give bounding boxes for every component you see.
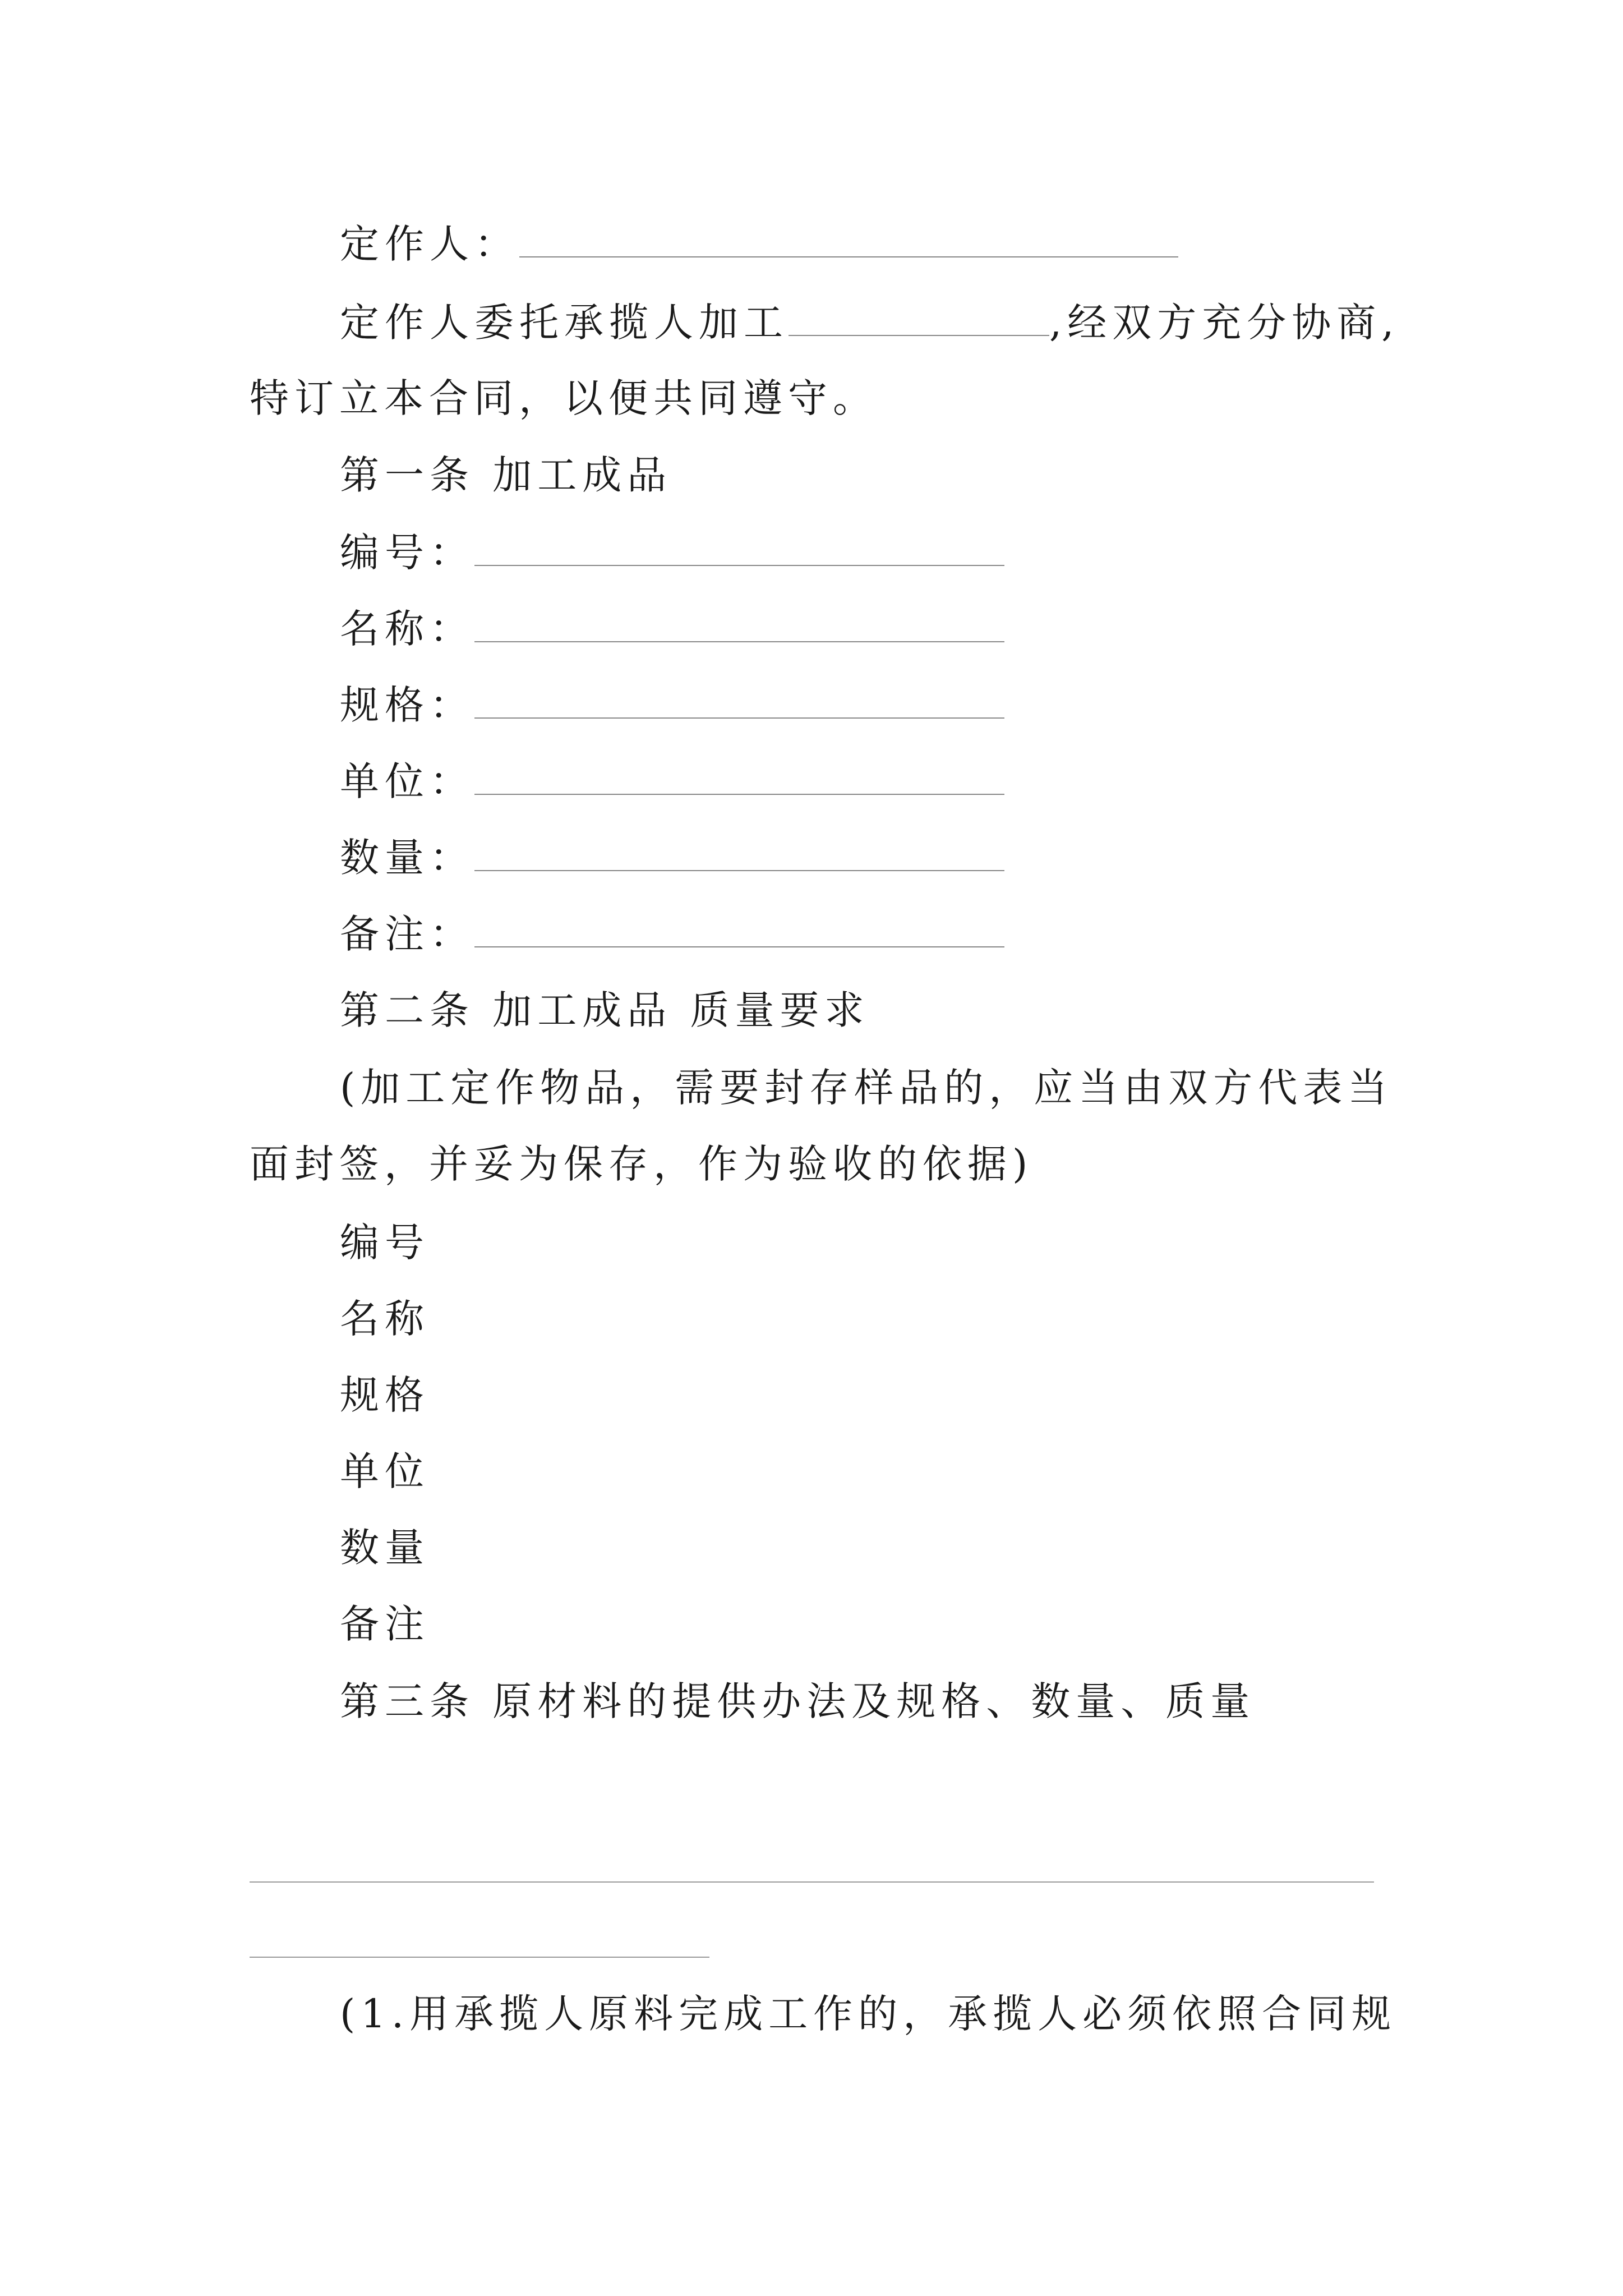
field-label: 规格： — [340, 682, 474, 728]
intro-line-2: 特订立本合同，以便共同遵守。 — [250, 375, 878, 421]
article1-field-name — [340, 606, 1004, 652]
article2-item-number: 编号 — [340, 1220, 430, 1266]
article2-item-quantity: 数量 — [340, 1525, 430, 1571]
article2-note-line-1: (加工定作物品，需要封存样品的，应当由双方代表当 — [340, 1065, 1393, 1111]
article1-title: 第一条 加工成品 — [340, 452, 672, 498]
party-blank — [519, 256, 1178, 257]
field-blank — [474, 946, 1004, 947]
field-blank — [474, 564, 1004, 566]
article1-field-quantity — [340, 835, 1004, 881]
party-label: 定作人： — [340, 221, 519, 267]
article2-item-remarks: 备注 — [340, 1601, 430, 1647]
article3-note-line-1: (1.用承揽人原料完成工作的，承揽人必须依照合同规 — [340, 1991, 1397, 2037]
field-blank — [474, 793, 1004, 795]
field-label: 数量： — [340, 835, 474, 881]
article2-item-unit: 单位 — [340, 1448, 430, 1494]
field-blank — [474, 641, 1004, 642]
intro-line-1 — [340, 300, 1400, 346]
article2-title: 第二条 加工成品 质量要求 — [340, 987, 870, 1033]
article2-note-line-2: 面封签，并妥为保存，作为验收的依据) — [250, 1141, 1034, 1187]
intro-blank — [789, 334, 1049, 336]
party-line — [340, 221, 1178, 267]
article1-field-unit — [340, 758, 1004, 804]
article3-title: 第三条 原材料的提供办法及规格、数量、质量 — [340, 1678, 1256, 1724]
article2-item-spec: 规格 — [340, 1372, 430, 1418]
field-label: 编号： — [340, 530, 474, 576]
field-label: 备注： — [340, 911, 474, 957]
field-blank — [474, 869, 1004, 871]
field-blank — [474, 717, 1004, 719]
intro-text-a: 定作人委托承揽人加工 — [340, 300, 789, 346]
intro-text-b: ,经双方充分协商, — [1049, 300, 1400, 346]
field-label: 单位： — [340, 758, 474, 804]
fill-in-rule-short — [250, 1957, 709, 1958]
field-label: 名称： — [340, 606, 474, 652]
article1-field-spec — [340, 682, 1004, 728]
article1-field-number — [340, 530, 1004, 576]
article2-item-name: 名称 — [340, 1296, 430, 1342]
fill-in-rule-long — [250, 1881, 1374, 1883]
article1-field-remarks — [340, 911, 1004, 957]
